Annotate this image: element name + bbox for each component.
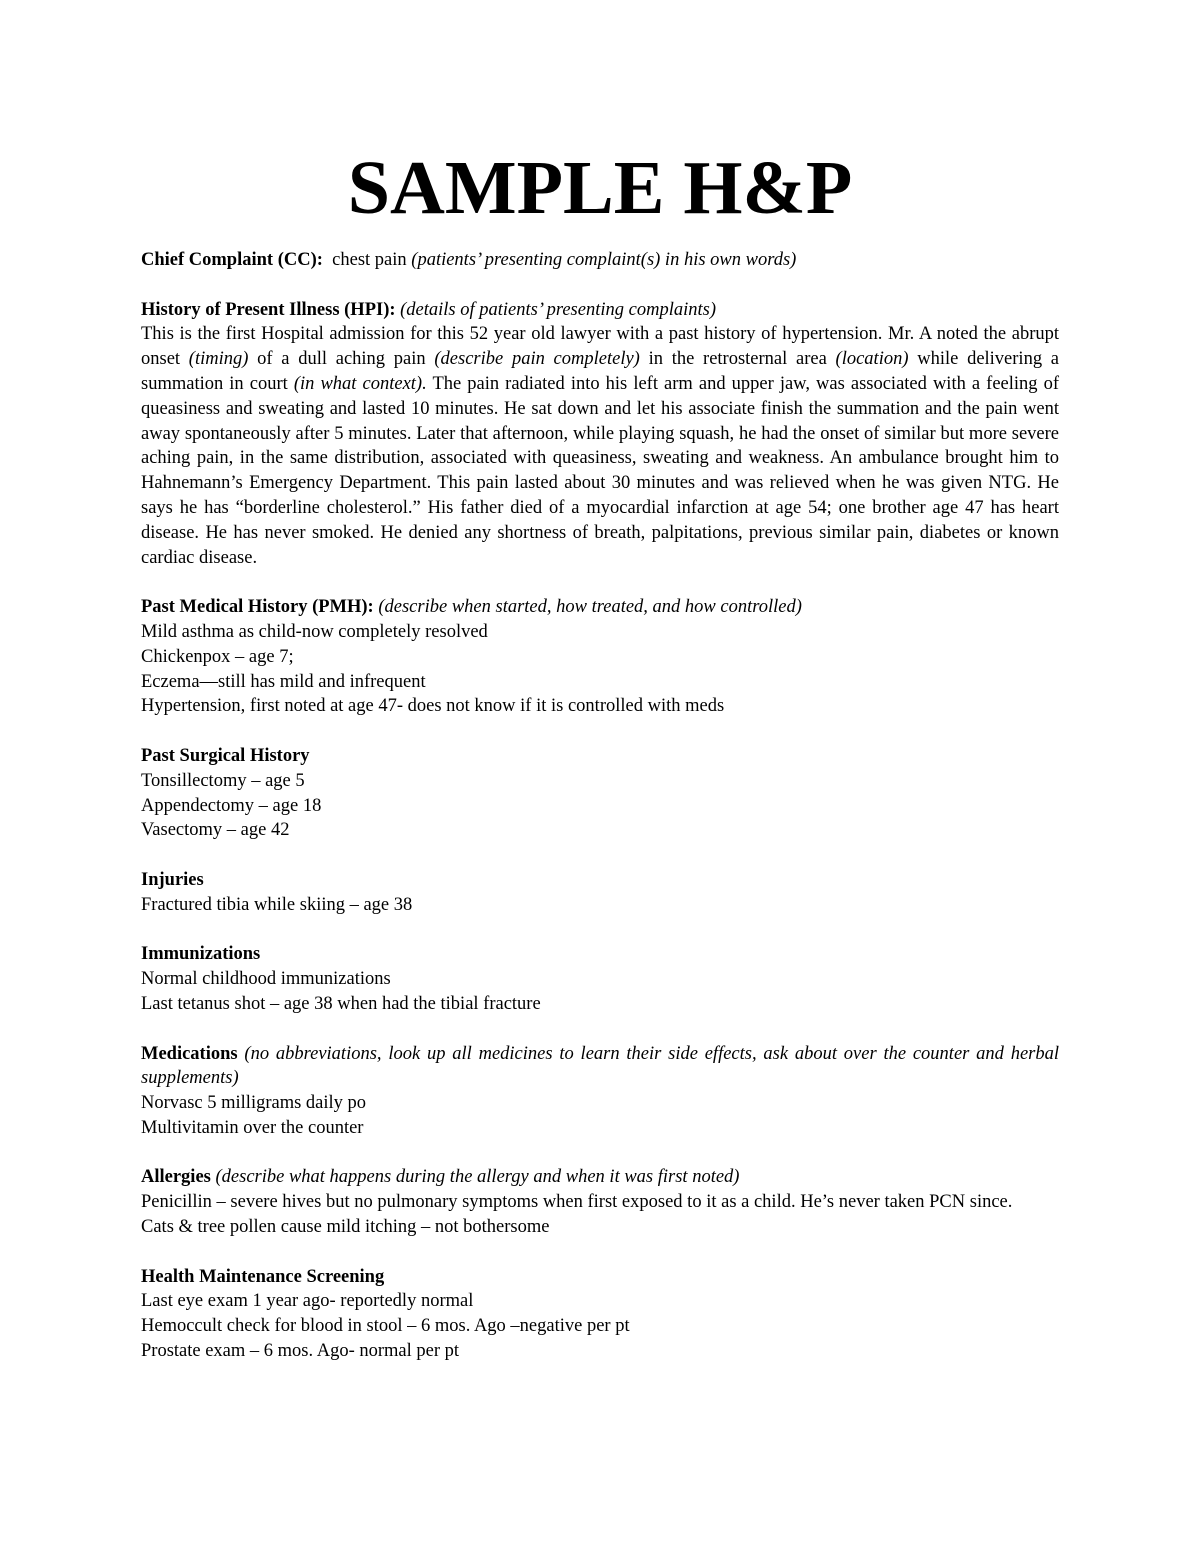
list-item: Last eye exam 1 year ago- reportedly normal bbox=[141, 1291, 474, 1312]
list-item: Tonsillectomy – age 5 bbox=[141, 770, 305, 791]
list-item: Appendectomy – age 18 bbox=[141, 795, 322, 816]
pmh-section bbox=[141, 595, 1059, 719]
list-item: Hemoccult check for blood in stool – 6 mos. Ago –negative per pt bbox=[141, 1316, 630, 1337]
hpi-text-4: while delivering a summation in court bbox=[141, 349, 1060, 394]
hpi-note: (details of patients’ presenting complaints) bbox=[400, 299, 716, 320]
injuries-section bbox=[141, 868, 1059, 918]
hpi-location-note: (location) bbox=[835, 349, 909, 370]
hpi-context-note: (in what context). bbox=[293, 373, 427, 394]
document-page bbox=[141, 148, 1059, 1389]
hpi-text-5: The pain radiated into his left arm and upper jaw, was associated with a feeling of queasiness and sweating and lasted 10 minutes. He sat down and let his associate finish the summation and the pain went away spontaneously after 5 minutes. Later that afternoon, while playing squash, he had the onset of similar but more severe aching pain, in the same distribution, associated with queasiness, sweating and weakness. An ambulance brought him to Hahnemann’s Emergency Department. This pain lasted about 30 minutes and was relieved when he was given NTG. He says he has “borderline cholesterol.” His father died of a myocardial infarction at age 54; one brother age 47 has heart disease. He has never smoked. He denied any shortness of breath, palpitations, previous similar pain, diabetes or known cardiac disease. bbox=[141, 373, 1060, 568]
hpi-text-2: of a dull aching pain bbox=[257, 349, 426, 370]
hpi-text-3: in the retrosternal area bbox=[648, 349, 827, 370]
hpi-paragraph bbox=[141, 322, 1059, 570]
list-item: Normal childhood immunizations bbox=[141, 969, 391, 990]
hpi-heading: History of Present Illness (HPI): bbox=[141, 299, 396, 320]
chief-complaint-section bbox=[141, 248, 1059, 273]
medications-note: (no abbreviations, look up all medicines to learn their side effects, ask about over the counter and herbal supplements) bbox=[141, 1043, 1059, 1089]
pmh-heading: Past Medical History (PMH): bbox=[141, 597, 374, 618]
list-item: Norvasc 5 milligrams daily po bbox=[141, 1093, 367, 1114]
pmh-heading-line bbox=[141, 595, 1059, 620]
page-title: SAMPLE H&P bbox=[347, 146, 853, 230]
list-item: Last tetanus shot – age 38 when had the tibial fracture bbox=[141, 993, 541, 1014]
list-item: Eczema—still has mild and infrequent bbox=[141, 671, 426, 692]
chief-complaint-text: chest pain bbox=[332, 250, 407, 270]
hpi-section bbox=[141, 298, 1059, 571]
psh-section bbox=[141, 744, 1059, 843]
medications-heading: Medications bbox=[141, 1043, 238, 1064]
immunizations-section bbox=[141, 942, 1059, 1016]
chief-complaint-line bbox=[141, 248, 1059, 273]
list-item: Vasectomy – age 42 bbox=[141, 820, 290, 841]
chief-complaint-note: (patients’ presenting complaint(s) in his own words) bbox=[411, 250, 797, 270]
list-item: Penicillin – severe hives but no pulmonary symptoms when first exposed to it as a child. He’s never taken PCN since. bbox=[141, 1192, 1013, 1213]
list-item: Fractured tibia while skiing – age 38 bbox=[141, 894, 413, 915]
immunizations-heading: Immunizations bbox=[141, 944, 261, 965]
list-item: Chickenpox – age 7; bbox=[141, 646, 294, 667]
hpi-heading-line bbox=[141, 298, 1059, 323]
list-item: Mild asthma as child-now completely resolved bbox=[141, 621, 488, 642]
hpi-text-1: This is the first Hospital admission for this 52 year old lawyer with a past history of hypertension. Mr. A noted the abrupt onset bbox=[141, 324, 1059, 370]
allergies-heading: Allergies bbox=[141, 1167, 211, 1188]
list-item: Multivitamin over the counter bbox=[141, 1117, 364, 1138]
chief-complaint-heading: Chief Complaint (CC): bbox=[141, 250, 323, 270]
hpi-timing-note: (timing) bbox=[188, 349, 249, 370]
psh-heading: Past Surgical History bbox=[141, 745, 310, 766]
allergies-section bbox=[141, 1165, 1059, 1239]
health-maintenance-section bbox=[141, 1265, 1059, 1364]
injuries-heading: Injuries bbox=[141, 869, 204, 890]
allergies-heading-line bbox=[141, 1165, 1059, 1190]
hpi-describe-note: (describe pain completely) bbox=[434, 349, 640, 370]
list-item: Cats & tree pollen cause mild itching – not bothersome bbox=[141, 1217, 550, 1238]
medications-section bbox=[141, 1042, 1059, 1141]
list-item: Hypertension, first noted at age 47- does not know if it is controlled with meds bbox=[141, 696, 725, 717]
list-item: Prostate exam – 6 mos. Ago- normal per pt bbox=[141, 1341, 460, 1362]
allergies-note: (describe what happens during the allergy and when it was first noted) bbox=[215, 1167, 740, 1188]
medications-heading-line bbox=[141, 1042, 1059, 1092]
pmh-note: (describe when started, how treated, and how controlled) bbox=[378, 597, 802, 618]
health-maintenance-heading: Health Maintenance Screening bbox=[141, 1266, 385, 1287]
